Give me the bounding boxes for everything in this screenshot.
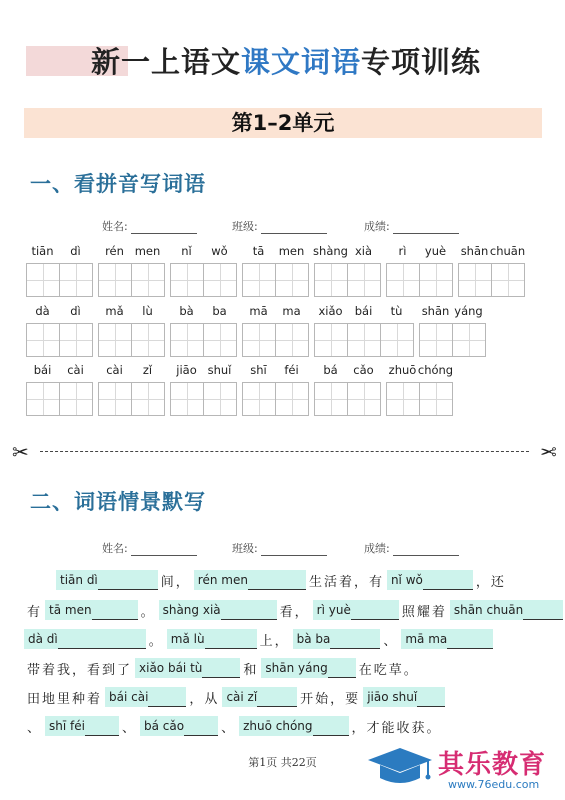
blank-underline: [328, 663, 356, 678]
blank-underline: [417, 692, 445, 707]
pinyin-syllable: shān: [421, 304, 450, 318]
writing-box[interactable]: [275, 263, 309, 297]
pinyin-syllable: tā: [252, 244, 265, 258]
writing-box[interactable]: [203, 263, 237, 297]
writing-box[interactable]: [275, 323, 309, 357]
blank-underline: [205, 634, 257, 649]
unit-label: 第1–2单元: [24, 108, 542, 138]
passage-text: ，才能收获。: [351, 720, 442, 736]
blank-pinyin: xiǎo bái tù: [139, 661, 203, 675]
passage-line: [24, 658, 422, 680]
pinyin-word: [242, 304, 309, 358]
fill-blank[interactable]: [313, 600, 399, 620]
brand-url: www.76edu.com: [448, 778, 540, 791]
blank-pinyin: shàng xià: [162, 603, 221, 617]
blank-underline: [221, 605, 277, 620]
title-part-2: 课文词语: [240, 45, 361, 79]
pinyin-syllable: zǐ: [142, 363, 153, 377]
pinyin-syllable: lù: [142, 304, 153, 318]
writing-box[interactable]: [458, 263, 492, 297]
pinyin-syllable: yuè: [424, 244, 447, 258]
pinyin-syllable: bá: [323, 363, 338, 377]
writing-box[interactable]: [386, 382, 420, 416]
title-part-1: 新一上语文: [90, 45, 241, 79]
blank-pinyin: shān yáng: [265, 661, 328, 675]
pinyin-word: [98, 244, 165, 298]
fill-blank[interactable]: [293, 629, 381, 649]
fill-blank[interactable]: [261, 658, 355, 678]
writing-box[interactable]: [59, 263, 93, 297]
blank-underline: [85, 721, 119, 736]
blank-underline: [92, 605, 138, 620]
writing-box[interactable]: [203, 382, 237, 416]
pinyin-syllable: xià: [354, 244, 373, 258]
blank-pinyin: shān chuān: [453, 603, 524, 617]
pinyin-syllable: jiāo: [176, 363, 197, 377]
writing-box[interactable]: [26, 323, 60, 357]
scissors-icon: ✂: [12, 440, 29, 464]
blank-pinyin: tā men: [49, 603, 92, 617]
passage-text: 生活着，有: [308, 574, 384, 590]
writing-box[interactable]: [98, 382, 132, 416]
class-label: 班级:: [232, 542, 258, 555]
writing-box[interactable]: [314, 382, 348, 416]
passage-text: 、: [221, 720, 237, 736]
blank-underline: [423, 575, 473, 590]
passage-line: [24, 716, 445, 738]
cut-line: [12, 442, 557, 462]
passage-line: [24, 629, 493, 651]
passage-text: 间，: [160, 574, 191, 590]
writing-box[interactable]: [26, 382, 60, 416]
pinyin-syllable: bái: [33, 363, 52, 377]
blank-underline: [248, 575, 306, 590]
pinyin-syllable: shàng: [313, 244, 348, 258]
fill-blank[interactable]: [401, 629, 493, 649]
pinyin-word: [26, 363, 93, 417]
fill-blank[interactable]: [387, 570, 473, 590]
passage-text: 带着我，看到了: [27, 662, 133, 678]
blank-pinyin: shī féi: [49, 719, 85, 733]
pinyin-syllable: tù: [390, 304, 403, 318]
pinyin-word: [242, 244, 309, 298]
fill-blank[interactable]: [194, 570, 306, 590]
pinyin-word: [314, 244, 381, 298]
blank-underline: [58, 634, 146, 649]
blank-pinyin: zhuō chóng: [243, 719, 313, 733]
pinyin-syllable: wǒ: [211, 244, 228, 258]
pinyin-word: [458, 244, 525, 298]
fill-blank[interactable]: [450, 600, 563, 620]
pinyin-syllable: cǎo: [353, 363, 374, 377]
passage-text: 在吃草。: [358, 662, 419, 678]
pinyin-syllable: men: [278, 244, 305, 258]
pinyin-syllable: nǐ: [181, 244, 192, 258]
passage-text: 照耀着: [401, 604, 447, 620]
passage-text: 。: [148, 633, 164, 649]
brand-logo: [366, 742, 556, 798]
pinyin-syllable: shī: [250, 363, 267, 377]
blank-pinyin: rì yuè: [316, 603, 351, 617]
title-part-3: 专项训练: [361, 45, 482, 79]
fill-blank[interactable]: [222, 687, 297, 707]
pinyin-syllable: dì: [70, 304, 81, 318]
passage-text: 和: [243, 662, 259, 678]
writing-box[interactable]: [347, 323, 381, 357]
blank-pinyin: bái cài: [109, 690, 149, 704]
pinyin-syllable: féi: [284, 363, 299, 377]
blank-underline: [523, 605, 563, 620]
pinyin-syllable: men: [134, 244, 161, 258]
pinyin-syllable: zhuō: [388, 363, 417, 377]
fill-blank[interactable]: [24, 629, 146, 649]
pinyin-syllable: chuān: [489, 244, 526, 258]
pinyin-syllable: bái: [354, 304, 373, 318]
graduation-cap-icon: [366, 744, 434, 790]
writing-box[interactable]: [347, 263, 381, 297]
writing-box[interactable]: [98, 323, 132, 357]
name-label: 姓名:: [102, 220, 128, 233]
pinyin-syllable: ma: [282, 304, 301, 318]
writing-box[interactable]: [242, 263, 276, 297]
passage-line: [24, 570, 509, 592]
pinyin-syllable: mā: [249, 304, 268, 318]
passage-text: ，还: [475, 574, 506, 590]
fill-blank[interactable]: [56, 570, 158, 590]
writing-box[interactable]: [203, 323, 237, 357]
pinyin-syllable: mǎ: [105, 304, 124, 318]
writing-box[interactable]: [131, 382, 165, 416]
pinyin-syllable: xiǎo: [318, 304, 343, 318]
writing-box[interactable]: [419, 382, 453, 416]
blank-underline: [313, 721, 349, 736]
passage-text: 、: [121, 720, 137, 736]
pinyin-word: [98, 363, 165, 417]
blank-underline: [330, 634, 380, 649]
writing-box[interactable]: [347, 382, 381, 416]
blank-pinyin: mǎ lù: [170, 632, 205, 646]
pinyin-syllable: yáng: [454, 304, 483, 318]
worksheet-title: [26, 38, 546, 80]
pinyin-word: [419, 304, 486, 358]
writing-box[interactable]: [275, 382, 309, 416]
blank-underline: [351, 605, 399, 620]
scissors-icon: ✂: [540, 440, 557, 464]
section-1-heading: 一、看拼音写词语: [30, 172, 206, 196]
writing-box[interactable]: [131, 323, 165, 357]
writing-box[interactable]: [98, 263, 132, 297]
fill-blank[interactable]: [167, 629, 257, 649]
pinyin-word: [170, 304, 237, 358]
pinyin-syllable: dà: [35, 304, 50, 318]
blank-pinyin: mā ma: [405, 632, 448, 646]
page-number: 第1页 共22页: [248, 756, 317, 769]
pinyin-syllable: ba: [212, 304, 227, 318]
blank-pinyin: bà ba: [296, 632, 331, 646]
writing-box[interactable]: [380, 323, 414, 357]
pinyin-word: [242, 363, 309, 417]
pinyin-syllable: chóng: [417, 363, 454, 377]
passage-text: 、: [27, 720, 43, 736]
pinyin-word: [170, 244, 237, 298]
pinyin-word: [386, 363, 453, 417]
pinyin-word: [314, 304, 414, 358]
blank-underline: [148, 692, 186, 707]
blank-pinyin: tiān dì: [60, 573, 98, 587]
writing-box[interactable]: [242, 323, 276, 357]
fill-blank[interactable]: [105, 687, 186, 707]
pinyin-word: [170, 363, 237, 417]
class-field[interactable]: [232, 218, 327, 234]
pinyin-syllable: cài: [106, 363, 123, 377]
writing-box[interactable]: [314, 263, 348, 297]
section-2-heading: 二、词语情景默写: [30, 490, 206, 514]
passage-text: 田地里种着: [27, 691, 103, 707]
passage-text: 。: [140, 604, 156, 620]
blank-underline: [447, 634, 493, 649]
fill-blank[interactable]: [239, 716, 348, 736]
writing-box[interactable]: [59, 323, 93, 357]
page-title: [26, 40, 546, 81]
pinyin-word: [386, 244, 453, 298]
passage-line: [24, 687, 445, 709]
passage-line: [24, 600, 563, 622]
fill-blank[interactable]: [140, 716, 218, 736]
pinyin-syllable: shān: [460, 244, 489, 258]
fill-blank[interactable]: [135, 658, 240, 678]
score-label: 成绩:: [364, 542, 390, 555]
fill-blank[interactable]: [363, 687, 445, 707]
passage-text: 看，: [279, 604, 310, 620]
pinyin-syllable: rén: [105, 244, 124, 258]
blank-pinyin: dà dì: [28, 632, 58, 646]
writing-box[interactable]: [26, 263, 60, 297]
blank-pinyin: jiāo shuǐ: [367, 690, 418, 704]
pinyin-syllable: shuǐ: [207, 363, 232, 377]
writing-box[interactable]: [242, 382, 276, 416]
writing-box[interactable]: [170, 263, 204, 297]
blank-pinyin: cài zǐ: [226, 690, 258, 704]
pinyin-word: [26, 304, 93, 358]
score-field[interactable]: [364, 540, 459, 556]
passage-text: 上，: [259, 633, 290, 649]
writing-box[interactable]: [170, 382, 204, 416]
writing-box[interactable]: [170, 323, 204, 357]
blank-underline: [257, 692, 297, 707]
dashed-line: [40, 451, 529, 452]
fill-blank[interactable]: [45, 600, 138, 620]
passage-text: 有: [27, 604, 43, 620]
writing-box[interactable]: [314, 323, 348, 357]
name-field[interactable]: [102, 218, 197, 234]
name-field[interactable]: [102, 540, 197, 556]
writing-box[interactable]: [452, 323, 486, 357]
blank-pinyin: nǐ wǒ: [390, 573, 423, 587]
blank-underline: [202, 663, 240, 678]
pinyin-word: [314, 363, 381, 417]
passage-text: 开始，要: [300, 691, 361, 707]
pinyin-word: [98, 304, 165, 358]
brand-name: 其乐教育: [438, 750, 547, 780]
writing-box[interactable]: [59, 382, 93, 416]
passage-text: 、: [383, 633, 399, 649]
fill-blank[interactable]: [45, 716, 119, 736]
name-label: 姓名:: [102, 542, 128, 555]
blank-underline: [98, 575, 158, 590]
class-label: 班级:: [232, 220, 258, 233]
score-label: 成绩:: [364, 220, 390, 233]
pinyin-syllable: dì: [70, 244, 81, 258]
pinyin-syllable: rì: [398, 244, 407, 258]
writing-box[interactable]: [131, 263, 165, 297]
blank-underline: [184, 721, 218, 736]
writing-box[interactable]: [419, 263, 453, 297]
writing-box[interactable]: [386, 263, 420, 297]
pinyin-syllable: cài: [67, 363, 84, 377]
blank-pinyin: rén men: [197, 573, 248, 587]
writing-box[interactable]: [491, 263, 525, 297]
pinyin-word: [26, 244, 93, 298]
passage-text: ，从: [189, 691, 220, 707]
pinyin-syllable: tiān: [31, 244, 54, 258]
pinyin-syllable: bà: [179, 304, 194, 318]
class-field[interactable]: [232, 540, 327, 556]
score-field[interactable]: [364, 218, 459, 234]
blank-pinyin: bá cǎo: [143, 719, 185, 733]
fill-blank[interactable]: [159, 600, 277, 620]
writing-box[interactable]: [419, 323, 453, 357]
